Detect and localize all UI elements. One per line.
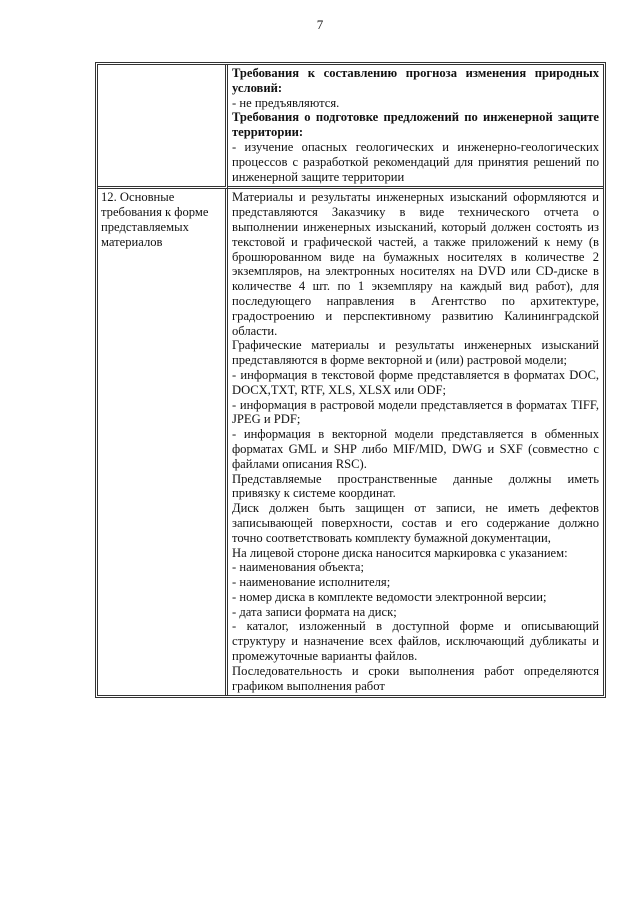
row-label: 12. Основные требования к форме представляемых материалов — [101, 190, 209, 249]
row-label-cell — [98, 65, 228, 189]
paragraph: Материалы и результаты инженерных изысканий оформляются и представляются Заказчику в виде технического отчета о выполнении инженерных изысканий, который должен состоять из текстовой и графической частей, а также приложений к нему (в брошюрованном виде на бумажных носителях в количестве 2 экземпляров, на электронных носителях на DVD или CD-диске в количестве 4 шт. по 1 экземпляру на каждый вид работ), для последующего направления в Агентство по архитектуре, градостроению и перспективному развитию Калининградской области. — [232, 190, 599, 338]
list-item: - информация в текстовой форме представляется в форматах DOC, DOCX,TXT, RTF, XLS, XLSX или ODF; — [232, 367, 599, 397]
list-item: - информация в растровой модели представляется в форматах TIFF, JPEG и PDF; — [232, 397, 599, 427]
table-row — [98, 189, 603, 695]
table-row — [98, 65, 603, 189]
list-item: - номер диска в комплекте ведомости электронной версии; — [232, 589, 547, 604]
section-heading: Требования к составлению прогноза изменения природных условий: — [232, 66, 599, 95]
list-item: - наименования объекта; — [232, 560, 364, 575]
row-label-cell — [98, 189, 228, 695]
list-item: - изучение опасных геологических и инженерно-геологических процессов с разработкой рекомендаций для принятия решений по инженерной защите территории — [232, 139, 599, 184]
list-item: - каталог, изложенный в доступной форме и описывающий структуру и назначение всех файлов, исключающий дубликаты и промежуточные варианты файлов. — [232, 619, 599, 664]
paragraph: Графические материалы и результаты инженерных изысканий представляются в форме векторной и (или) растровой модели; — [232, 338, 599, 368]
paragraph: Последовательность и сроки выполнения работ определяются графиком выполнения работ — [232, 663, 599, 693]
list-item: - наименование исполнителя; — [232, 575, 391, 590]
list-item: - информация в векторной модели представляется в обменных форматах GML и SHP либо MIF/MID, DWG и SXF (совместно с файлами описания RSC). — [232, 427, 599, 471]
paragraph: Диск должен быть защищен от записи, не иметь дефектов записывающей поверхности, состав и его содержание должно точно соответствовать комплекту бумажной документации, — [232, 501, 599, 545]
list-item: - не предъявляются. — [232, 95, 340, 110]
paragraph: На лицевой стороне диска наносится маркировка с указанием: — [232, 545, 568, 560]
row-content-cell — [228, 65, 603, 189]
page-number: 7 — [316, 17, 324, 32]
row-content-cell — [228, 189, 603, 695]
list-item: - дата записи формата на диск; — [232, 604, 397, 619]
requirements-table — [95, 62, 606, 698]
paragraph: Представляемые пространственные данные должны иметь привязку к системе координат. — [232, 471, 599, 501]
section-heading: Требования о подготовке предложений по инженерной защите территории: — [232, 110, 599, 140]
